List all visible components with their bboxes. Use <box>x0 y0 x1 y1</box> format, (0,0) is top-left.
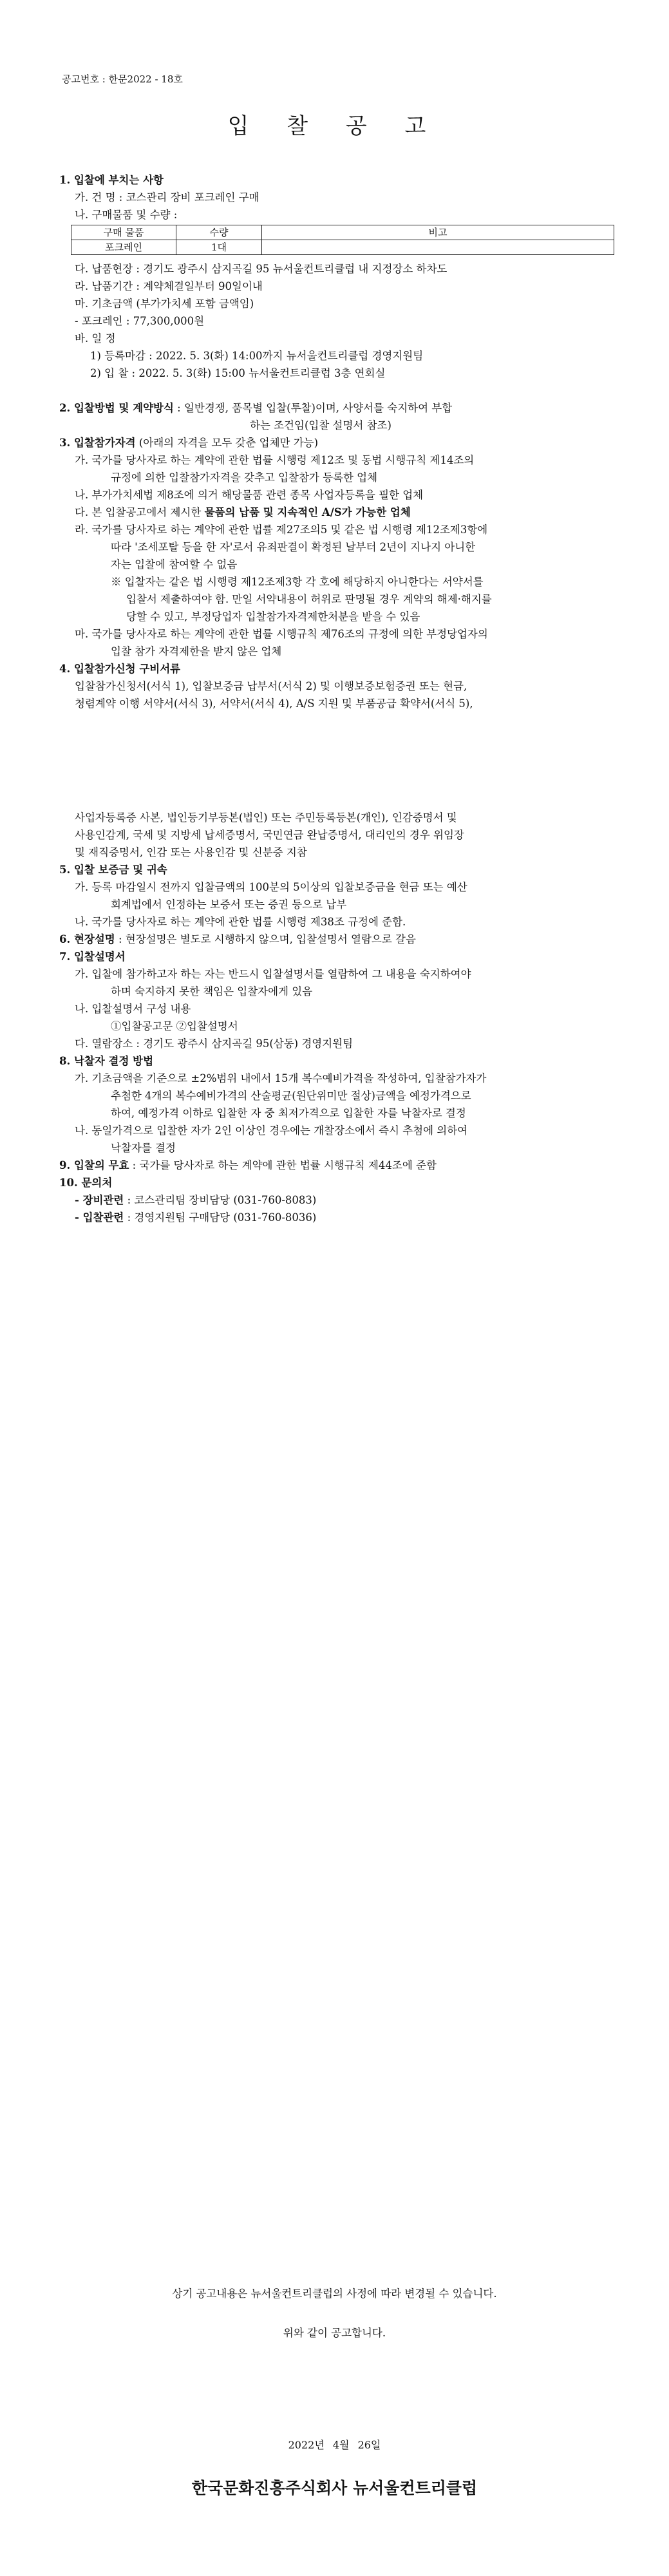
section-9 <box>59 1157 608 1174</box>
section-7-da: 다. 열람장소 : 경기도 광주시 삼지곡길 95(삼동) 경영지원팀 <box>75 1037 353 1050</box>
section-6-label: 6. 현장설명 <box>59 933 115 945</box>
section-3-ga-1: 가. 국가를 당사자로 하는 계약에 관한 법률 시행령 제12조 및 동법 시행규칙 제14조의 <box>75 454 475 466</box>
section-3-ma-1: 마. 국가를 당사자로 하는 계약에 관한 법률 시행규칙 제76조의 규정에 의한 부정당업자의 <box>75 628 488 640</box>
section-1-ba: 바. 일 정 <box>75 332 116 345</box>
section-4-line-4: 사용인감계, 국세 및 지방세 납세증명서, 국민연금 완납증명서, 대리인의 경우 위임장 <box>75 829 464 841</box>
table-header-row <box>71 225 614 240</box>
section-7-na: 나. 입찰설명서 구성 내용 <box>75 1003 191 1015</box>
section-1-da: 다. 납품현장 : 경기도 광주시 삼지곡길 95 뉴서울컨트리클럽 내 지정장소 하차도 <box>75 263 448 275</box>
section-3-note-3: 당할 수 있고, 부정당업자 입찰참가자격제한처분을 받을 수 있음 <box>126 611 420 623</box>
document-body <box>59 171 608 1226</box>
section-1-ba-2: 2) 입 찰 : 2022. 5. 3(화) 15:00 뉴서울컨트리클럽 3층 연회실 <box>90 367 386 379</box>
purchase-items-table <box>71 225 614 255</box>
table-cell-note <box>262 240 614 255</box>
section-5-na: 나. 국가를 당사자로 하는 계약에 관한 법률 시행령 제38조 규정에 준함. <box>75 916 406 928</box>
section-4-heading: 4. 입찰참가신청 구비서류 <box>59 663 181 675</box>
section-5-ga-1: 가. 등록 마감일시 전까지 입찰금액의 100분의 5이상의 입찰보증금을 현금 또는 예산 <box>75 881 467 893</box>
section-6 <box>59 931 608 948</box>
section-1-ma: 마. 기초금액 (부가가치세 포함 금액임) <box>75 298 254 310</box>
section-3-note-1: ※ 입찰자는 같은 법 시행령 제12조제3항 각 호에 해당하지 아니한다는 서약서를 <box>111 576 484 588</box>
section-8-ga-3: 하여, 예정가격 이하로 입찰한 자 중 최저가격으로 입찰한 자를 낙찰자로 결정 <box>111 1107 466 1119</box>
section-2-text: : 일반경쟁, 품목별 입찰(투찰)이며, 사양서를 숙지하여 부합 <box>173 402 453 414</box>
announcement-date: 2022년 4월 26일 <box>288 2439 381 2451</box>
table-cell-qty: 1대 <box>176 240 262 255</box>
section-3-label-rest: (아래의 자격을 모두 갖춘 업체만 가능) <box>135 437 319 449</box>
section-8-na-2: 낙찰자를 결정 <box>111 1142 176 1154</box>
section-3-ra-1: 라. 국가를 당사자로 하는 계약에 관한 법률 제27조의5 및 같은 법 시행령 제12조제3항에 <box>75 524 488 536</box>
section-1-ba-1: 1) 등록마감 : 2022. 5. 3(화) 14:00까지 뉴서울컨트리클럽 경영지원팀 <box>90 350 424 362</box>
section-3-ga-2: 규정에 의한 입찰참가자격을 갖추고 입찰참가 등록한 업체 <box>111 471 378 484</box>
section-3-note-2: 입찰서 제출하여야 함. 만일 서약내용이 허위로 판명될 경우 계약의 해제·해지를 <box>126 593 492 605</box>
section-10-heading: 10. 문의처 <box>59 1177 113 1189</box>
section-7-heading: 7. 입찰설명서 <box>59 951 126 963</box>
section-3-ra-3: 자는 입찰에 참여할 수 없음 <box>111 558 238 571</box>
section-2-text-2: 하는 조건임(입찰 설명서 참조) <box>250 419 391 431</box>
section-4-line-5: 및 재직증명서, 인감 또는 사용인감 및 신분증 지참 <box>75 846 307 858</box>
notice-number: 공고번호 : 한문2022 - 18호 <box>62 73 183 85</box>
section-8-heading: 8. 낙찰자 결정 방법 <box>59 1055 154 1067</box>
section-3-ra-2: 따라 '조세포탈 등을 한 자'로서 유죄판결이 확정된 날부터 2년이 지나지 아니한 <box>111 541 476 553</box>
section-3-da-text: 다. 본 입찰공고에서 제시한 <box>75 506 205 518</box>
section-3-heading <box>59 434 608 451</box>
section-3-da <box>59 504 608 521</box>
section-1-heading: 1. 입찰에 부치는 사항 <box>59 174 164 186</box>
section-5-ga-2: 회계법에서 인정하는 보증서 또는 증권 등으로 납부 <box>111 898 347 911</box>
section-1-ga: 가. 건 명 : 코스관리 장비 포크레인 구매 <box>75 191 259 204</box>
section-8-na-1: 나. 동일가격으로 입찰한 자가 2인 이상인 경우에는 개찰장소에서 즉시 추첨에 의하여 <box>75 1124 468 1137</box>
section-6-text: : 현장설명은 별도로 시행하지 않으며, 입찰설명서 열람으로 갈음 <box>115 933 416 945</box>
section-3-ma-2: 입찰 참가 자격제한을 받지 않은 업체 <box>111 645 282 658</box>
contact-bidding-label: - 입찰관련 <box>75 1211 124 1224</box>
section-3-label: 3. 입찰참가자격 <box>59 437 136 449</box>
section-8-ga-1: 가. 기초금액을 기준으로 ±2%범위 내에서 15개 복수예비가격을 작성하여, 입찰참가자가 <box>75 1072 487 1084</box>
contact-equipment-text: : 코스관리팀 장비담당 (031-760-8083) <box>124 1194 317 1206</box>
section-4-line-2: 청렴계약 이행 서약서(서식 3), 서약서(서식 4), A/S 지원 및 부품공급 확약서(서식 5), <box>75 697 473 710</box>
section-3-na: 나. 부가가치세법 제8조에 의거 해당물품 관련 종목 사업자등록을 필한 업체 <box>75 489 424 501</box>
table-header-note: 비고 <box>262 225 614 240</box>
section-8-ga-2: 추첨한 4개의 복수예비가격의 산술평균(원단위미만 절상)금액을 예정가격으로 <box>111 1090 471 1102</box>
contact-equipment <box>59 1191 608 1209</box>
table-header-qty: 수량 <box>176 225 262 240</box>
section-7-ga-2: 하며 숙지하지 못한 책임은 입찰자에게 있음 <box>111 985 313 998</box>
table-header-item: 구매 물품 <box>71 225 176 240</box>
table-cell-item: 포크레인 <box>71 240 176 255</box>
section-1-na: 나. 구매물품 및 수량 : <box>75 209 178 221</box>
section-2-label: 2. 입찰방법 및 계약방식 <box>59 402 174 414</box>
section-7-ga-1: 가. 입찰에 참가하고자 하는 자는 반드시 입찰설명서를 열람하여 그 내용을 숙지하여야 <box>75 968 471 980</box>
closing-statement <box>0 2285 669 2342</box>
section-9-text: : 국가를 당사자로 하는 계약에 관한 법률 시행규칙 제44조에 준함 <box>129 1159 437 1171</box>
contact-equipment-label: - 장비관련 <box>75 1194 124 1206</box>
section-4-line-1: 입찰참가신청서(서식 1), 입찰보증금 납부서(서식 2) 및 이행보증보험증권 또는 현금, <box>75 680 467 692</box>
contact-bidding-text: : 경영지원팀 구매담당 (031-760-8036) <box>124 1211 317 1224</box>
section-9-label: 9. 입찰의 무효 <box>59 1159 129 1171</box>
section-1-ra: 라. 납품기간 : 계약체결일부터 90일이내 <box>75 280 263 292</box>
closing-line-2: 위와 같이 공고합니다. <box>283 2327 386 2339</box>
company-name: 한국문화진흥주식회사 뉴서울컨트리클럽 <box>191 2479 478 2497</box>
page-title: 입 찰 공 고 <box>227 113 442 139</box>
table-row <box>71 240 614 255</box>
section-1-ma-item: - 포크레인 : 77,300,000원 <box>75 315 205 327</box>
contact-bidding <box>59 1209 608 1226</box>
section-4-line-3: 사업자등록증 사본, 법인등기부등본(법인) 또는 주민등록등본(개인), 인감증명서 및 <box>75 811 457 824</box>
section-3-da-bold: 물품의 납품 및 지속적인 A/S가 가능한 업체 <box>204 506 411 518</box>
section-5-heading: 5. 입찰 보증금 및 귀속 <box>59 864 167 876</box>
section-2 <box>59 399 608 417</box>
section-7-na-items: ①입찰공고문 ②입찰설명서 <box>111 1020 238 1032</box>
closing-line-1: 상기 공고내용은 뉴서울컨트리클럽의 사정에 따라 변경될 수 있습니다. <box>172 2287 497 2300</box>
